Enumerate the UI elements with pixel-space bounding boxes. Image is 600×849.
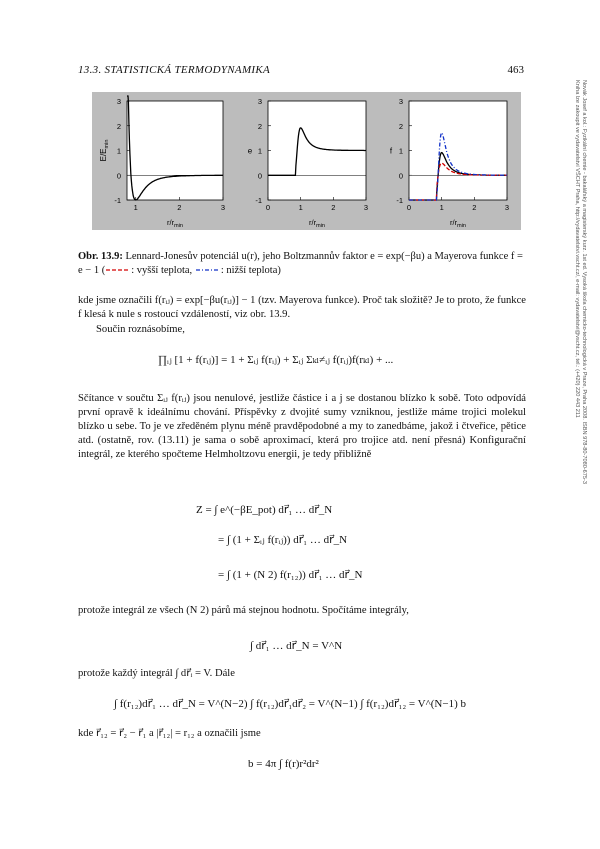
- figure-plots: [92, 92, 521, 230]
- paragraph-2: Součin roznásobíme,: [96, 324, 185, 335]
- y-tick-label: -1: [396, 196, 403, 205]
- figure-13-9: [92, 92, 521, 230]
- paragraph-3: Sčítance v součtu Σᵢⱼ f(rᵢⱼ) jsou nenulové, jestliže částice i a j se dostanou blízko k sobě. Toto odpovídá první opravě k ideálnímu chování. Příspěvky z dvojité sumy vzniknou, jestliže máme trojici molekul blízko u sebe. To je ve zředěném plynu méně pravděpodobné a my to zanedbáme, jakož i čtveřice, pětice atd. (ostatně, rov. (13.11) je sama o sobě aproximací, která pro trojice atd. není přesná) Konfigurační integrál, ze kterého spočteme Helmholtzovu energii, je tedy přibližně: [78, 393, 526, 460]
- page-number: 463: [507, 64, 524, 76]
- y-tick-label: 0: [116, 171, 121, 181]
- y-tick-label: -1: [114, 196, 121, 205]
- x-tick-label: 1: [298, 203, 303, 212]
- equation-Z-line1: Z = ∫ e^(−βE_pot) dr⃗₁ … dr⃗_N: [196, 504, 333, 516]
- legend-dash-red: [105, 267, 131, 273]
- x-tick-label: 2: [331, 203, 336, 212]
- paragraph-1: kde jsme označili f(rᵢⱼ) = exp[−βu(rᵢⱼ)] − 1 (tzv. Mayerova funkce). Proč tak složitě? Je to proto, že funkce f klesá k nule s rostoucí vzdáleností, viz obr. 13.9.: [78, 295, 526, 320]
- caption-legend-high: : vyšší teplota,: [131, 265, 195, 276]
- plot-area-1: [127, 101, 223, 200]
- caption-text: Lennard-Jonesův potenciál u(r), jeho Boltzmannův faktor e = exp(−βu) a Mayerova funkce f = e − 1 (: [78, 251, 523, 276]
- x-tick-label: 0: [406, 203, 412, 212]
- x-tick-label: 0: [265, 203, 271, 212]
- y-tick-label: 1: [116, 146, 121, 156]
- sidebar-line-2: Kniha lze zakoupit ve vydavatelství VŠCHT Praha, http://vydavatelstvi.vscht.cz/, e-mail: vydavatelstvi@vscht.cz, tel.: (+420) 220 443 211: [574, 80, 581, 418]
- y-tick-label: 0: [398, 171, 403, 181]
- x-tick-label: 3: [220, 203, 226, 212]
- equation-integral-f: ∫ f(r₁₂)dr⃗₁ … dr⃗_N = V^(N−2) ∫ f(r₁₂)dr⃗₁dr⃗₂ = V^(N−1) ∫ f(r₁₂)dr⃗₁₂ = V^(N−1) b: [114, 698, 466, 710]
- y-tick-label: 0: [257, 171, 262, 181]
- caption-label: Obr. 13.9:: [78, 251, 123, 262]
- y-axis-label: $E/E_{min}$: [99, 139, 110, 162]
- equation-b: b = 4π ∫ f(r)r²dr²: [248, 758, 319, 770]
- section-title: 13.3. STATISTICKÁ TERMODYNAMIKA: [78, 64, 271, 76]
- y-tick-label: 1: [398, 146, 403, 156]
- equation-Z-line3: = ∫ (1 + (N 2) f(r₁₂)) dr⃗₁ … dr⃗_N: [218, 569, 363, 581]
- plot-area-3: [409, 101, 507, 200]
- x-tick-label: 1: [439, 203, 444, 212]
- x-axis-label: $r/r_{min}$: [167, 218, 183, 229]
- equation-Z-line2: = ∫ (1 + Σᵢⱼ f(rᵢⱼ)) dr⃗₁ … dr⃗_N: [218, 534, 348, 546]
- y-axis-label: f: [389, 146, 393, 156]
- sidebar-citation: [575, 80, 587, 600]
- y-tick-label: 2: [257, 121, 262, 131]
- y-tick-label: 2: [116, 121, 121, 131]
- equation-product: ∏ᵢⱼ [1 + f(rᵢⱼ)] = 1 + Σᵢⱼ f(rᵢⱼ) + Σᵢⱼ Σₖₗ≠ᵢⱼ f(rᵢⱼ)f(rₖₗ) + ...: [158, 354, 394, 366]
- x-tick-label: 2: [177, 203, 182, 212]
- page-header: [78, 64, 524, 76]
- y-axis-label: e: [247, 146, 253, 156]
- y-tick-label: 3: [116, 97, 121, 106]
- x-tick-label: 1: [133, 203, 138, 212]
- y-tick-label: 3: [398, 97, 403, 106]
- caption-legend-low: : nižší teplota): [220, 265, 281, 276]
- x-axis-label: $r/r_{min}$: [450, 218, 466, 229]
- y-tick-label: -1: [255, 196, 262, 205]
- legend-dashdot-blue: [195, 267, 221, 273]
- x-tick-label: 2: [472, 203, 477, 212]
- x-axis-label: $r/r_{min}$: [309, 218, 325, 229]
- y-tick-label: 2: [398, 121, 403, 131]
- figure-caption: [78, 250, 524, 278]
- x-tick-label: 3: [504, 203, 510, 212]
- y-tick-label: 1: [257, 146, 262, 156]
- y-tick-label: 3: [257, 97, 262, 106]
- paragraph-6: kde r⃗₁₂ = r⃗₂ − r⃗₁ a |r⃗₁₂| = r₁₂ a označili jsme: [78, 728, 261, 739]
- equation-integral-VN: ∫ dr⃗₁ … dr⃗_N = V^N: [250, 640, 343, 652]
- x-tick-label: 3: [363, 203, 369, 212]
- paragraph-4: protože integrál ze všech (N 2) párů má stejnou hodnotu. Spočítáme integrály,: [78, 605, 409, 616]
- sidebar-line-1: Novák Josef a kol.: Fyzikální chemie - bakalářský a magisterský kurz. 1st ed. Vysoká škola chemicko-technologická v Praze, Praha 2008. ISBN 978-80-7080-675-3: [581, 80, 587, 484]
- paragraph-5: protože každý integrál ∫ dr⃗ᵢ = V. Dále: [78, 668, 235, 679]
